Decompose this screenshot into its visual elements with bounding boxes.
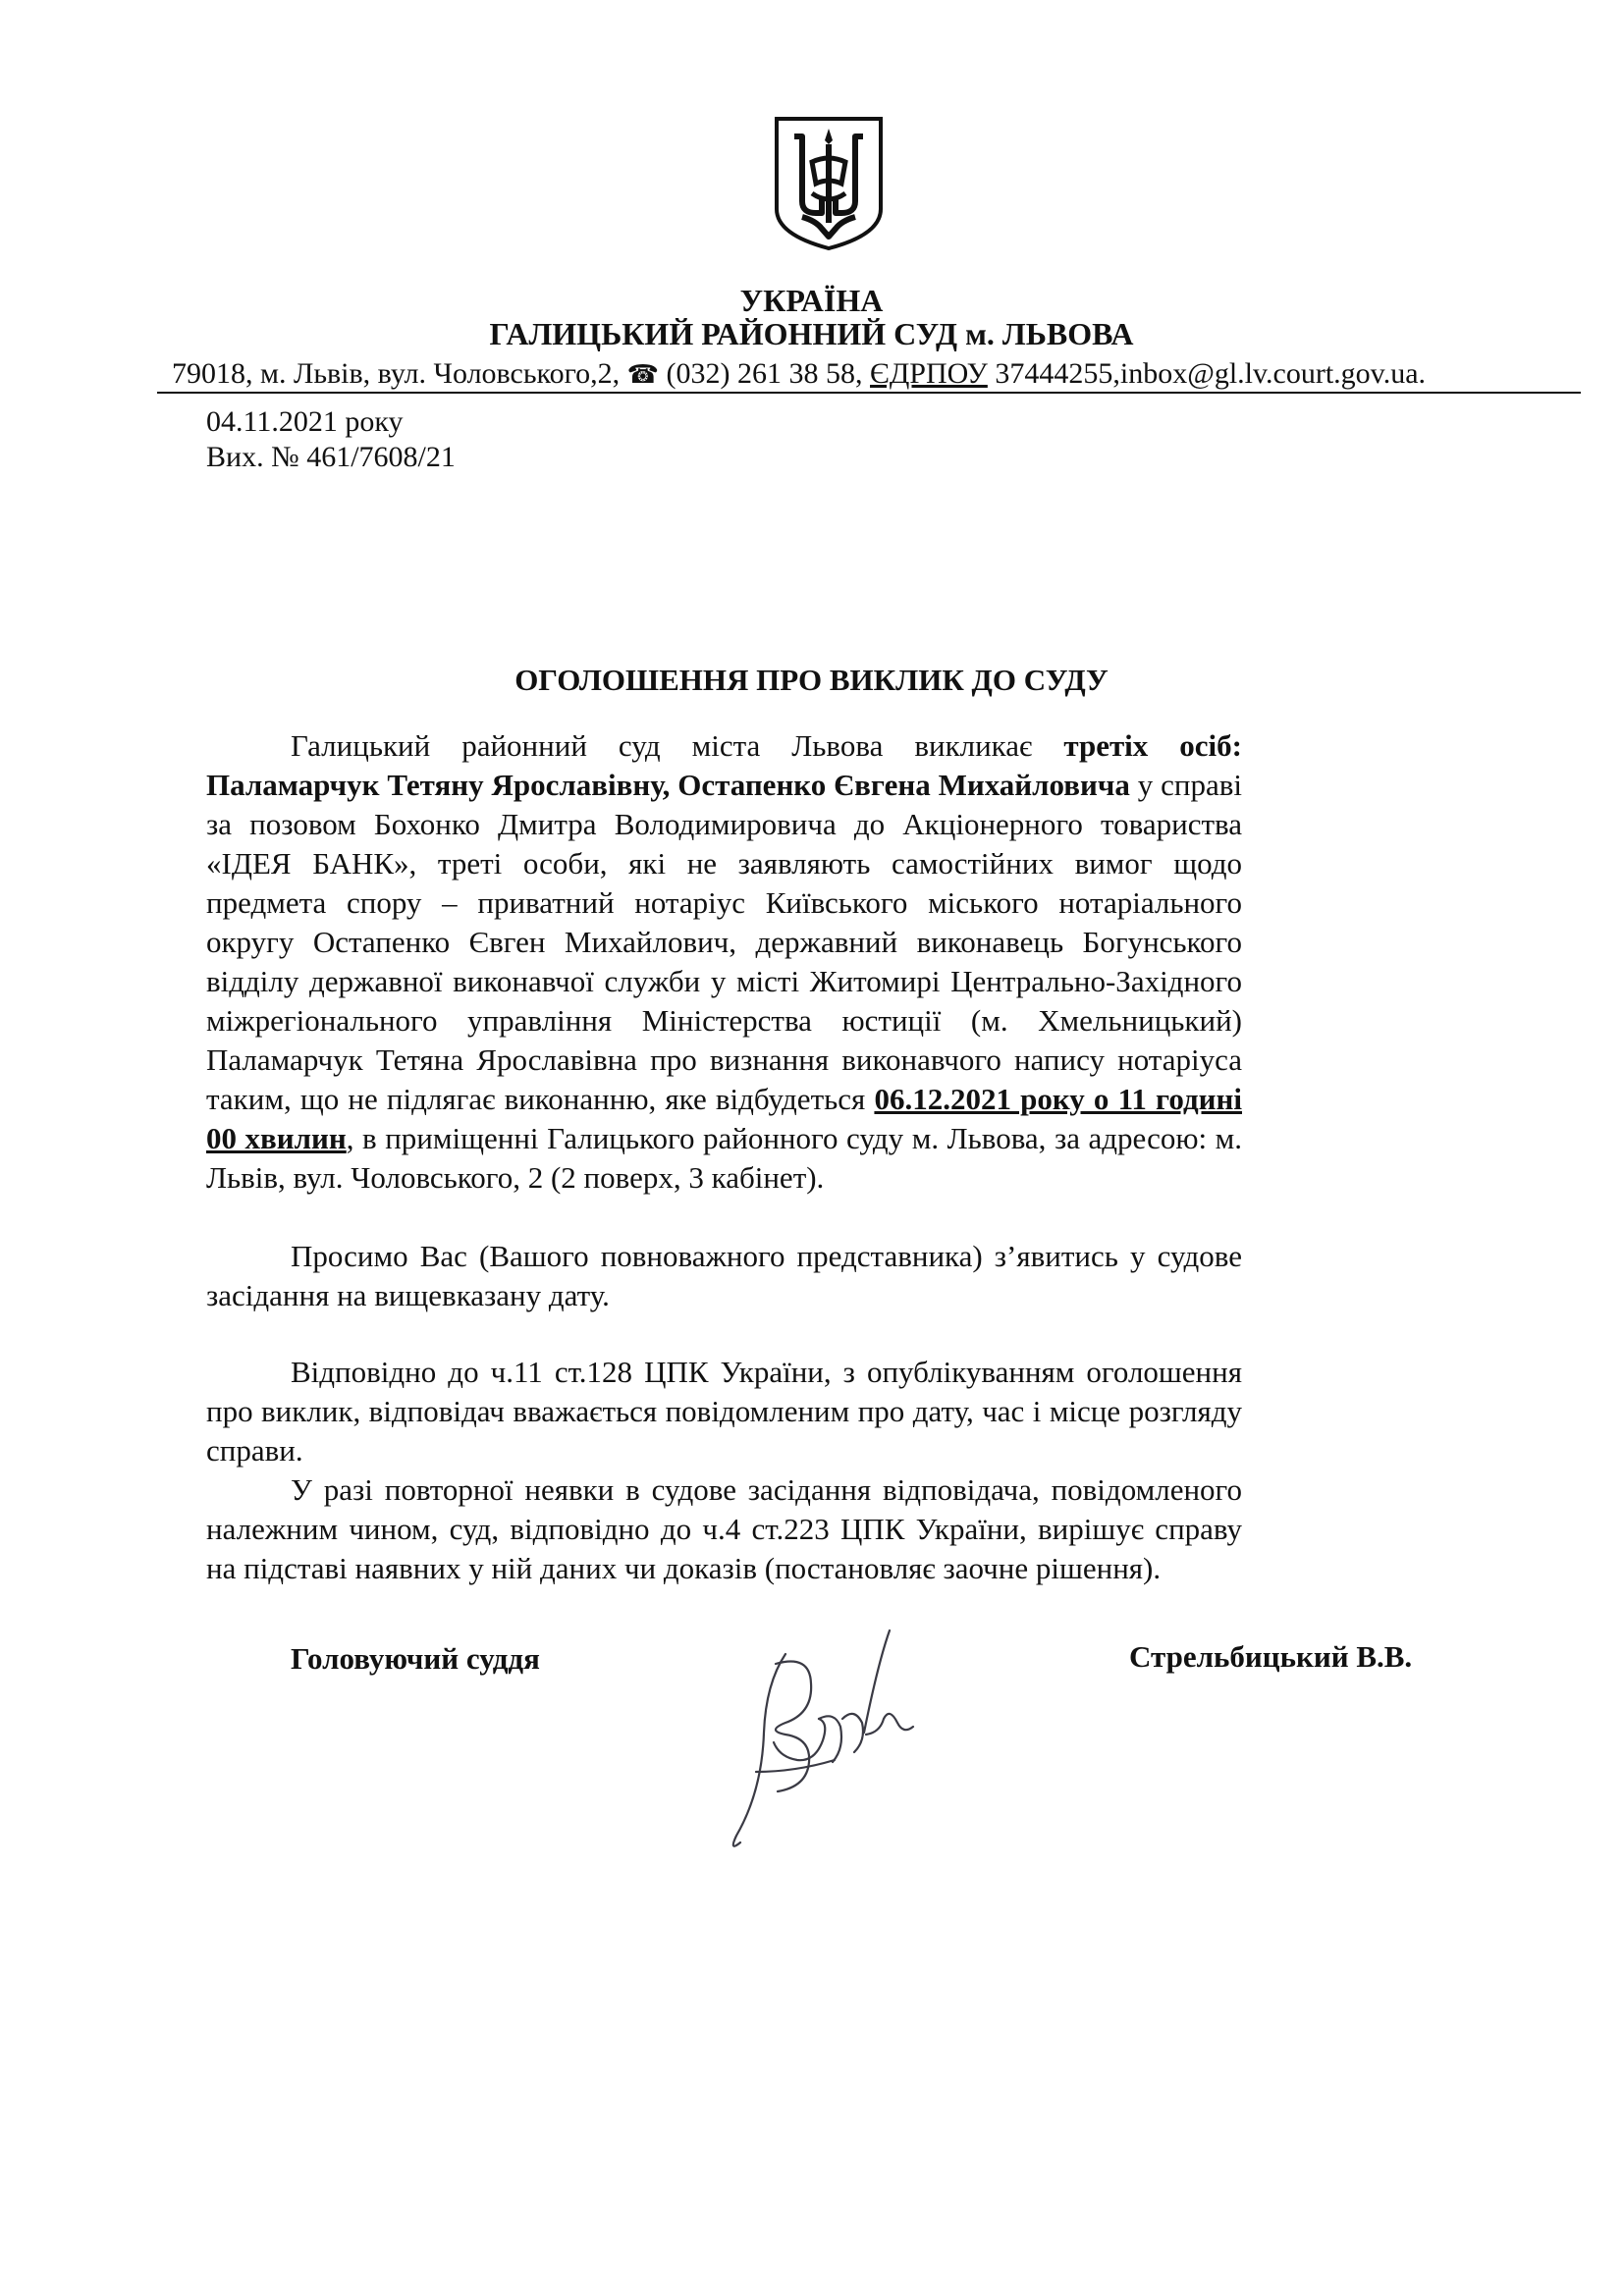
paragraph-summons xyxy=(206,726,1242,1198)
coat-of-arms-icon xyxy=(773,115,885,252)
document-title: ОГОЛОШЕННЯ ПРО ВИКЛИК ДО СУДУ xyxy=(514,663,1109,697)
document-body xyxy=(206,726,1242,1588)
paragraph-notice: Відповідно до ч.11 ст.128 ЦПК України, з опублікуванням оголошення про виклик, відповідач вважається повідомленим про дату, час і місце розгляду справи. xyxy=(206,1355,1242,1468)
summoned-persons: третіх осіб: Паламарчук Тетяну Ярославівну, Остапенко Євгена Михайловича xyxy=(206,728,1242,802)
outgoing-number: Вих. № 461/7608/21 xyxy=(206,441,456,473)
document-date: 04.11.2021 року xyxy=(206,405,404,438)
address-street: 79018, м. Львів, вул. Чоловського,2, xyxy=(172,357,627,390)
address-code-email: 37444255,inbox@gl.lv.court.gov.ua. xyxy=(987,357,1427,390)
summons-location-text: , в приміщенні Галицького районного суду м. Львова, за адресою: м. Львів, вул. Чоловського, 2 (2 поверх, 3 кабінет). xyxy=(206,1121,1242,1195)
hearing-datetime: 06.12.2021 року о 11 годині 00 хвилин xyxy=(206,1082,1242,1155)
court-heading: ГАЛИЦЬКИЙ РАЙОННИЙ СУД м. ЛЬВОВА xyxy=(489,316,1134,351)
edrpou-label: ЄДРПОУ xyxy=(870,357,988,390)
header-rule xyxy=(157,392,1581,394)
presiding-judge-label: Головуючий суддя xyxy=(291,1641,540,1676)
paragraph-default: У разі повторної неявки в судове засідання відповідача, повідомленого належним чином, суд, відповідно до ч.4 ст.223 ЦПК України, вирішує справу на підставі наявних у ній даних чи доказів (постановляє заочне рішення). xyxy=(206,1472,1242,1585)
phone-icon: ☎ xyxy=(626,360,660,390)
summons-case-text: у справі за позовом Бохонко Дмитра Володимировича до Акціонерного товариства «ІДЕЯ БАНК», треті особи, які не заявляють самостійних вимог щодо предмета спору – приватний нотаріус Київського міського нотаріального округу Остапенко Євген Михайлович, державний виконавець Богунського відділу державної виконавчої служби у місті Житомирі Центрально-Західного міжрегіонального управління Міністерства юстиції (м. Хмельницький) Паламарчук Тетяна Ярославівна про визнання виконавчого напису нотаріуса таким, що не підлягає виконанню, яке відбудеться xyxy=(206,768,1243,1116)
signature-icon xyxy=(717,1625,943,1860)
address-phone: (032) 261 38 58, xyxy=(659,357,871,390)
paragraph-gap xyxy=(206,1315,1242,1353)
paragraph-gap xyxy=(206,1198,1242,1237)
summons-text-start: Галицький районний суд міста Львова викликає xyxy=(291,728,1064,763)
court-address xyxy=(172,357,1576,392)
country-heading: УКРАЇНА xyxy=(739,283,884,318)
judge-name: Стрельбицький В.В. xyxy=(1129,1639,1413,1674)
paragraph-request: Просимо Вас (Вашого повноважного представника) з’явитись у судове засідання на вищевказану дату. xyxy=(206,1239,1242,1312)
